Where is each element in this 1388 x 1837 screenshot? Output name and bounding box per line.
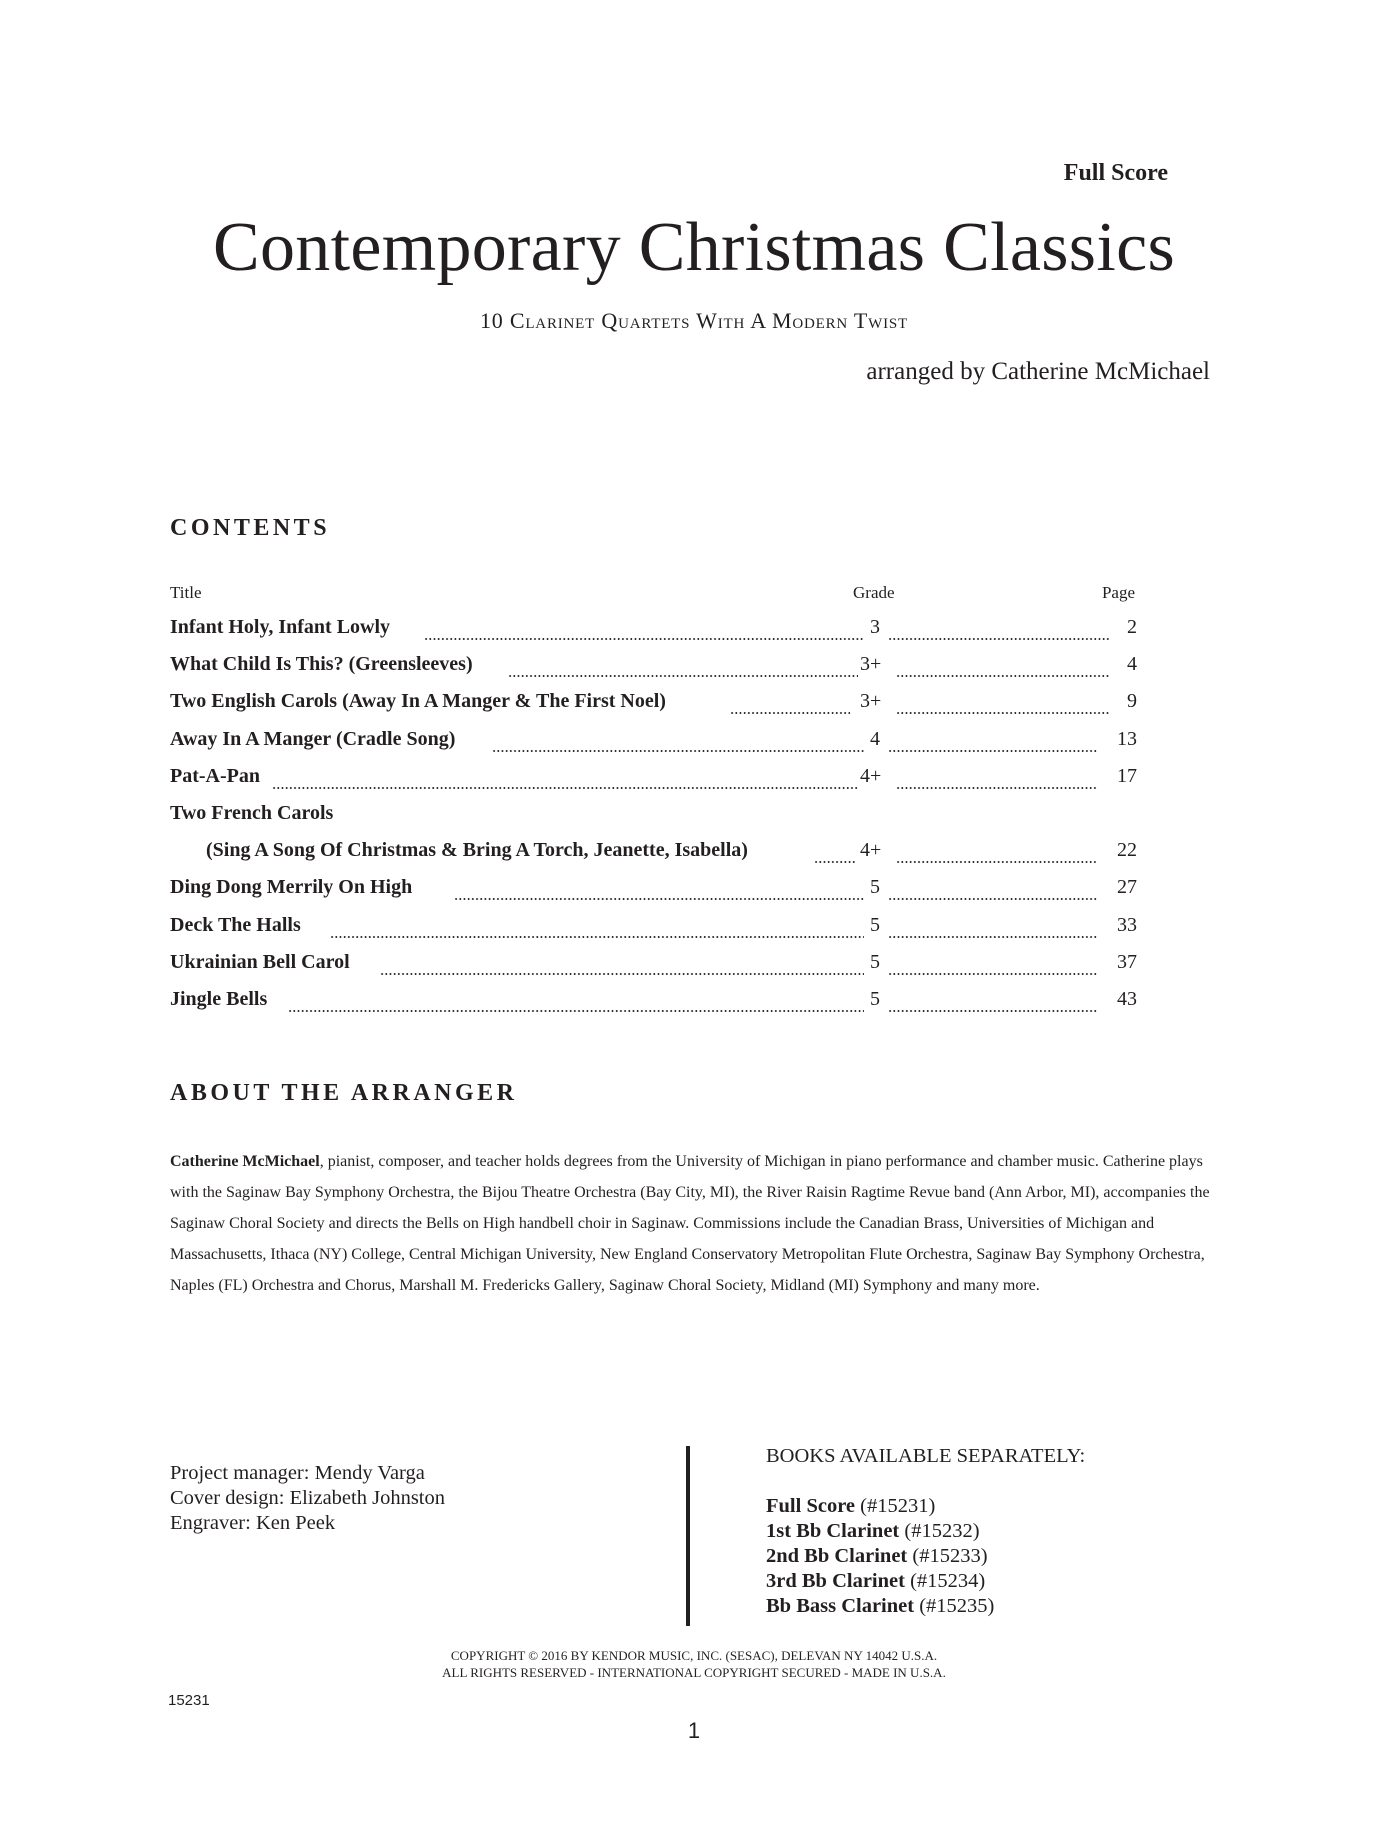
toc-page: 22 [1117,839,1137,862]
toc-row [170,800,1137,837]
contents-list [170,614,1137,1023]
copyright-line: ALL RIGHTS RESERVED - INTERNATIONAL COPYRIGHT SECURED - MADE IN U.S.A. [442,1665,946,1680]
dot-leader [888,936,1098,938]
toc-row [170,726,1137,763]
books-list [766,1444,1085,1619]
catalog-number: 15231 [168,1692,210,1709]
book-name: 1st Bb Clarinet [766,1520,900,1542]
dot-leader [888,750,1098,752]
toc-grade: 5 [870,950,880,973]
toc-title: (Sing A Song Of Christmas & Bring A Torch, Jeanette, Isabella) [206,839,748,862]
book-name: 2nd Bb Clarinet [766,1545,908,1567]
toc-title: Two English Carols (Away In A Manger & The First Noel) [170,690,666,713]
page-title: Contemporary Christmas Classics [213,209,1175,286]
book-name: Full Score [766,1495,856,1517]
dot-leader [814,861,856,863]
arranger-bio-text: , pianist, composer, and teacher holds degrees from the University of Michigan in piano performance and chamber music. Catherine plays with the Saginaw Bay Symphony Orchestra, the Bijou Theatre Orchestra (Bay City, MI), the River Raisin Ragtime Revue band (Ann Arbor, MI), accompanies the Saginaw Choral Society and directs the Bells on High handbell choir in Saginaw. Commissions include the Canadian Brass, Universities of Michigan and Massachusetts, Ithaca (NY) College, Central Michigan University, New England Conservatory Metropolitan Flute Orchestra, Saginaw Bay Symphony Orchestra, Naples (FL) Orchestra and Chorus, Marshall M. Fredericks Gallery, Saginaw Choral Society, Midland (MI) Symphony and many more. [170,1153,1210,1294]
toc-grade: 4+ [860,839,882,862]
toc-grade: 5 [870,987,880,1010]
dot-leader [896,861,1098,863]
dot-leader [896,787,1098,789]
subtitle: 10 Clarinet Quartets With A Modern Twist [479,308,909,333]
dot-leader [288,1010,864,1012]
dot-leader [508,675,858,677]
toc-page: 37 [1117,950,1137,973]
toc-title: Jingle Bells [170,987,268,1010]
toc-page: 9 [1127,690,1137,713]
contents-heading: CONTENTS [170,515,331,541]
book-name: 3rd Bb Clarinet [766,1570,905,1592]
copyright-line: COPYRIGHT © 2016 BY KENDOR MUSIC, INC. (SESAC), DELEVAN NY 14042 U.S.A. [450,1648,938,1663]
arranger-credit: arranged by Catherine McMichael [866,358,1210,385]
book-number: (#15231) [855,1495,936,1517]
dot-leader [888,1010,1098,1012]
toc-grade: 3+ [860,653,882,676]
toc-row [170,763,1137,800]
book-name: Bb Bass Clarinet [766,1595,915,1617]
toc-row [170,688,1137,725]
column-header-title: Title [170,583,202,602]
toc-title: Infant Holy, Infant Lowly [170,616,391,638]
toc-title: Ukrainian Bell Carol [170,950,350,973]
toc-grade: 3 [870,616,880,638]
book-number: (#15233) [907,1545,988,1567]
toc-page: 13 [1117,727,1137,750]
dot-leader [380,973,864,975]
toc-title: Two French Carols [170,801,334,824]
book-number: (#15235) [914,1595,995,1617]
dot-leader [272,787,858,789]
dot-leader [424,638,864,640]
toc-grade: 5 [870,876,880,899]
books-heading: BOOKS AVAILABLE SEPARATELY: [766,1445,1086,1467]
column-header-page: Page [1101,583,1135,602]
page-number: 1 [687,1718,701,1743]
toc-page: 2 [1127,616,1137,638]
toc-row [170,949,1137,986]
dot-leader [888,973,1098,975]
toc-grade: 3+ [860,690,882,713]
toc-row [170,837,1137,874]
toc-page: 43 [1117,987,1137,1010]
dot-leader [888,898,1098,900]
toc-row [170,651,1137,688]
credit-project-manager: Project manager: Mendy Varga [170,1462,425,1484]
book-item [766,1594,1085,1619]
toc-grade: 4 [870,727,880,750]
arranger-name: Catherine McMichael [170,1153,320,1170]
credit-engraver: Engraver: Ken Peek [170,1512,336,1534]
dot-leader [896,675,1109,677]
toc-page: 4 [1127,653,1137,676]
toc-title: Away In A Manger (Cradle Song) [170,727,456,750]
book-number: (#15232) [899,1520,980,1542]
toc-page: 27 [1117,876,1137,899]
toc-title: What Child Is This? (Greensleeves) [170,653,473,676]
toc-title: Ding Dong Merrily On High [170,876,413,899]
toc-row [170,986,1137,1023]
toc-page: 17 [1117,764,1137,787]
toc-row [170,874,1137,911]
edition-label: Full Score [1063,160,1168,186]
dot-leader [888,638,1109,640]
vertical-divider [686,1446,690,1626]
book-number: (#15234) [904,1570,986,1592]
toc-row [170,614,1137,651]
toc-title: Deck The Halls [170,913,301,936]
about-heading: ABOUT THE ARRANGER [170,1080,518,1106]
dot-leader [730,712,850,714]
toc-title: Pat-A-Pan [170,764,260,787]
toc-grade: 4+ [860,764,882,787]
book-item [766,1494,1085,1519]
toc-grade: 5 [870,913,880,936]
dot-leader [454,898,864,900]
credit-cover-design: Cover design: Elizabeth Johnston [170,1487,445,1509]
book-item [766,1519,1085,1544]
dot-leader [330,936,864,938]
column-header-grade: Grade [853,583,895,602]
toc-page: 33 [1117,913,1137,936]
toc-row [170,912,1137,949]
arranger-bio [170,1146,1210,1301]
book-item [766,1544,1085,1569]
dot-leader [492,750,864,752]
production-credits [170,1461,445,1536]
book-item [766,1569,1085,1594]
copyright-notice [0,1647,1388,1681]
dot-leader [896,712,1109,714]
